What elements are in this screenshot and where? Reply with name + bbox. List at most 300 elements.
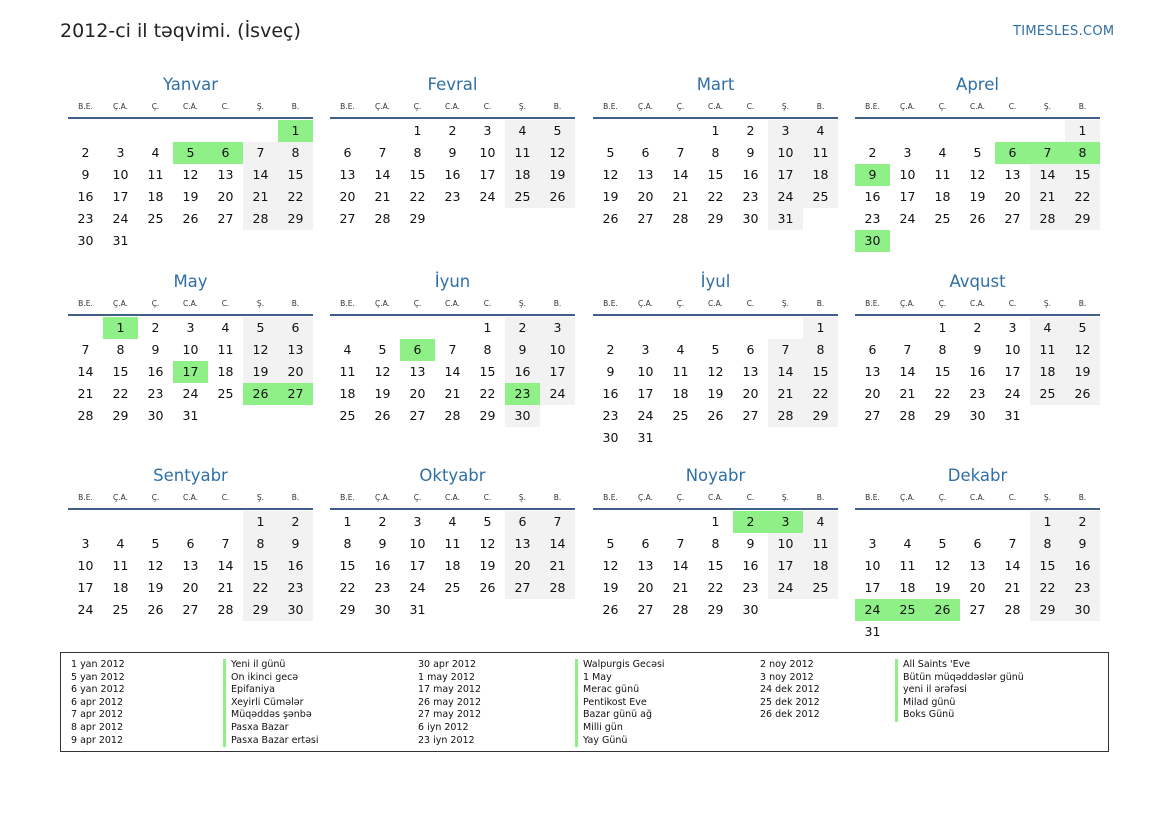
day-cell: 26	[1065, 383, 1100, 405]
holiday-name: Yeni il günü	[223, 659, 319, 672]
header-divider	[593, 117, 838, 119]
day-cell: 17	[77, 580, 94, 595]
weekday-header	[330, 101, 575, 113]
weekday-label: Ç.A.	[899, 299, 915, 308]
day-cell: 7	[540, 511, 575, 533]
day-cell: 29	[934, 408, 951, 423]
day-cell: 11	[672, 364, 689, 379]
holiday-day-cell: 30	[855, 230, 890, 252]
empty-day-cell	[1030, 120, 1065, 142]
day-cell: 17	[637, 386, 654, 401]
day-cell: 3	[413, 514, 422, 529]
weekday-label: Ç.A.	[637, 299, 653, 308]
weekday-label: B.E.	[603, 493, 618, 502]
weekday-label: Ç.	[676, 299, 685, 308]
day-cell: 16	[77, 189, 94, 204]
day-cell: 22	[1030, 577, 1065, 599]
day-cell: 11	[803, 533, 838, 555]
day-cell: 7	[81, 342, 90, 357]
day-cell: 30	[278, 599, 313, 621]
month-name: Oktyabr	[419, 466, 486, 485]
weekday-label: C.	[746, 493, 755, 502]
day-cell: 3	[1008, 320, 1017, 335]
month-name: Noyabr	[685, 466, 746, 485]
day-cell: 5	[606, 145, 615, 160]
day-cell: 12	[1065, 339, 1100, 361]
day-cell: 22	[803, 383, 838, 405]
weekday-label: Ş.	[518, 299, 527, 308]
day-cell: 28	[672, 602, 689, 617]
day-cell: 22	[707, 189, 724, 204]
header-divider	[68, 314, 313, 316]
day-cell: 30	[147, 408, 164, 423]
empty-day-cell	[173, 120, 208, 142]
day-cell: 8	[116, 342, 125, 357]
month-calendar	[68, 466, 313, 621]
day-cell: 21	[77, 386, 94, 401]
day-cell: 24	[899, 211, 916, 226]
empty-day-cell	[925, 511, 960, 533]
empty-day-cell	[330, 120, 365, 142]
weekday-header	[593, 101, 838, 113]
day-cell: 30	[77, 233, 94, 248]
holiday-day-cell: 24	[855, 599, 890, 621]
day-cell: 21	[672, 189, 689, 204]
month-name: Yanvar	[162, 75, 219, 94]
holiday-name: Yay Günü	[575, 735, 665, 748]
day-cell: 24	[479, 189, 496, 204]
day-cell: 22	[1065, 186, 1100, 208]
weekday-label: C.A.	[969, 102, 985, 111]
day-cell: 12	[479, 536, 496, 551]
weekday-label: C.A.	[707, 299, 723, 308]
day-cell: 29	[278, 208, 313, 230]
holiday-name: Merac günü	[575, 684, 665, 697]
month-name: May	[173, 272, 208, 291]
empty-day-cell	[890, 120, 925, 142]
day-cell: 10	[768, 533, 803, 555]
day-cell: 4	[1030, 317, 1065, 339]
day-cell: 9	[278, 533, 313, 555]
day-cell: 26	[969, 211, 986, 226]
day-cell: 15	[1030, 555, 1065, 577]
day-cell: 6	[278, 317, 313, 339]
day-cell: 23	[742, 189, 759, 204]
day-cell: 22	[707, 580, 724, 595]
holiday-name: On ikinci gecə	[223, 672, 319, 685]
day-cell: 30	[1065, 599, 1100, 621]
empty-day-cell	[103, 511, 138, 533]
weekday-label: Ş.	[256, 493, 265, 502]
day-cell: 13	[278, 339, 313, 361]
weekday-label: C.A.	[444, 493, 460, 502]
day-cell: 29	[707, 211, 724, 226]
day-cell: 24	[1004, 386, 1021, 401]
day-cell: 28	[217, 602, 234, 617]
weekday-label: C.	[483, 102, 492, 111]
header-divider	[593, 314, 838, 316]
day-cell: 12	[602, 167, 619, 182]
month-calendar	[593, 272, 838, 449]
day-cell: 31	[112, 233, 129, 248]
weekday-label: B.E.	[78, 493, 93, 502]
day-cell: 1	[243, 511, 278, 533]
weekday-label: Ç.	[676, 493, 685, 502]
day-cell: 30	[602, 430, 619, 445]
month-name: Sentyabr	[153, 466, 228, 485]
weekday-header	[330, 492, 575, 504]
day-grid	[68, 511, 313, 621]
day-cell: 28	[77, 408, 94, 423]
day-cell: 27	[637, 211, 654, 226]
weekday-label: Ç.A.	[374, 493, 390, 502]
holiday-day-cell: 2	[733, 511, 768, 533]
day-cell: 6	[973, 536, 982, 551]
empty-day-cell	[593, 317, 628, 339]
day-cell: 31	[409, 602, 426, 617]
day-cell: 13	[742, 364, 759, 379]
day-cell: 2	[448, 123, 457, 138]
weekday-label: B.	[1078, 493, 1087, 502]
empty-day-cell	[925, 120, 960, 142]
day-cell: 30	[742, 211, 759, 226]
day-cell: 29	[803, 405, 838, 427]
weekday-label: Ç.A.	[374, 299, 390, 308]
day-cell: 15	[803, 361, 838, 383]
weekday-label: C.A.	[182, 102, 198, 111]
holiday-date: 9 apr 2012	[71, 734, 124, 746]
weekday-label: Ş.	[781, 493, 790, 502]
weekday-header	[68, 492, 313, 504]
weekday-label: B.	[816, 299, 825, 308]
weekday-label: Ç.	[938, 299, 947, 308]
day-cell: 18	[147, 189, 164, 204]
day-cell: 1	[483, 320, 492, 335]
day-cell: 1	[343, 514, 352, 529]
holiday-date: 27 may 2012	[418, 709, 482, 721]
holiday-day-cell: 27	[278, 383, 313, 405]
day-cell: 8	[343, 536, 352, 551]
weekday-label: B.E.	[603, 102, 618, 111]
weekday-label: Ç.A.	[899, 102, 915, 111]
weekday-label: Ş.	[518, 493, 527, 502]
day-cell: 9	[448, 145, 457, 160]
day-grid	[68, 317, 313, 427]
holiday-date: 2 noy 2012	[760, 659, 814, 670]
day-cell: 20	[637, 580, 654, 595]
day-cell: 5	[483, 514, 492, 529]
day-cell: 18	[217, 364, 234, 379]
day-cell: 4	[676, 342, 685, 357]
weekday-label: B.	[553, 299, 562, 308]
day-cell: 7	[903, 342, 912, 357]
day-cell: 19	[479, 558, 496, 573]
day-cell: 16	[278, 555, 313, 577]
weekday-label: Ç.A.	[637, 493, 653, 502]
weekday-label: Ş.	[1043, 102, 1052, 111]
day-cell: 21	[444, 386, 461, 401]
day-cell: 29	[112, 408, 129, 423]
day-cell: 18	[934, 189, 951, 204]
day-cell: 20	[182, 580, 199, 595]
day-cell: 19	[1065, 361, 1100, 383]
day-cell: 8	[938, 342, 947, 357]
day-cell: 3	[186, 320, 195, 335]
day-cell: 19	[969, 189, 986, 204]
day-cell: 14	[374, 167, 391, 182]
weekday-label: B.E.	[78, 102, 93, 111]
day-cell: 4	[505, 120, 540, 142]
month-calendar	[330, 272, 575, 427]
day-cell: 26	[147, 602, 164, 617]
holiday-day-cell: 1	[103, 317, 138, 339]
holiday-name: Pasxa Bazar	[223, 722, 319, 735]
day-cell: 5	[151, 536, 160, 551]
weekday-label: B.E.	[340, 299, 355, 308]
day-cell: 12	[969, 167, 986, 182]
weekday-label: B.	[553, 102, 562, 111]
day-cell: 12	[707, 364, 724, 379]
day-cell: 10	[182, 342, 199, 357]
day-cell: 14	[217, 558, 234, 573]
day-cell: 24	[409, 580, 426, 595]
holiday-day-cell: 9	[855, 164, 890, 186]
day-cell: 14	[899, 364, 916, 379]
day-cell: 8	[711, 536, 720, 551]
day-cell: 8	[483, 342, 492, 357]
day-cell: 9	[1065, 533, 1100, 555]
weekday-label: B.E.	[78, 299, 93, 308]
day-grid	[855, 317, 1100, 427]
day-cell: 11	[803, 142, 838, 164]
holiday-date: 7 apr 2012	[71, 709, 124, 721]
holiday-day-cell: 7	[1030, 142, 1065, 164]
holiday-date: 6 apr 2012	[71, 696, 124, 708]
day-cell: 7	[676, 536, 685, 551]
day-cell: 27	[339, 211, 356, 226]
page-title: 2012-ci il təqvimi. (İsveç)	[60, 20, 301, 42]
day-cell: 23	[278, 577, 313, 599]
day-cell: 19	[934, 580, 951, 595]
empty-day-cell	[400, 317, 435, 339]
legend-dates-col1	[71, 659, 125, 747]
weekday-header	[855, 492, 1100, 504]
weekday-header	[855, 101, 1100, 113]
day-cell: 7	[676, 145, 685, 160]
weekday-label: C.A.	[969, 299, 985, 308]
holiday-legend	[60, 652, 1109, 752]
day-cell: 6	[868, 342, 877, 357]
day-cell: 25	[112, 602, 129, 617]
day-cell: 14	[768, 361, 803, 383]
weekday-label: Ç.	[938, 493, 947, 502]
day-grid	[330, 120, 575, 230]
empty-day-cell	[995, 120, 1030, 142]
day-cell: 10	[409, 536, 426, 551]
day-cell: 17	[899, 189, 916, 204]
holiday-day-cell: 8	[1065, 142, 1100, 164]
day-grid	[593, 317, 838, 449]
weekday-label: Ş.	[1043, 299, 1052, 308]
site-link[interactable]: TIMESLES.COM	[1013, 24, 1115, 39]
day-cell: 6	[505, 511, 540, 533]
day-cell: 20	[864, 386, 881, 401]
day-cell: 14	[672, 558, 689, 573]
weekday-label: Ç.	[151, 493, 160, 502]
day-cell: 13	[1004, 167, 1021, 182]
day-cell: 25	[339, 408, 356, 423]
weekday-label: Ç.A.	[112, 493, 128, 502]
day-cell: 14	[77, 364, 94, 379]
empty-day-cell	[663, 317, 698, 339]
holiday-name: Boks Günü	[895, 709, 1024, 722]
day-cell: 12	[934, 558, 951, 573]
day-grid	[855, 120, 1100, 252]
day-cell: 9	[746, 145, 755, 160]
holiday-date: 6 yan 2012	[71, 684, 125, 696]
empty-day-cell	[365, 317, 400, 339]
day-cell: 19	[374, 386, 391, 401]
day-cell: 16	[147, 364, 164, 379]
empty-day-cell	[890, 317, 925, 339]
header-divider	[855, 117, 1100, 119]
day-cell: 24	[637, 408, 654, 423]
holiday-name: 1 May	[575, 672, 665, 685]
day-cell: 25	[444, 580, 461, 595]
day-cell: 22	[409, 189, 426, 204]
day-cell: 25	[803, 577, 838, 599]
day-cell: 29	[1030, 599, 1065, 621]
empty-day-cell	[995, 511, 1030, 533]
day-cell: 15	[243, 555, 278, 577]
day-cell: 4	[903, 536, 912, 551]
day-cell: 27	[969, 602, 986, 617]
day-cell: 10	[77, 558, 94, 573]
day-cell: 15	[409, 167, 426, 182]
day-cell: 3	[116, 145, 125, 160]
day-cell: 12	[374, 364, 391, 379]
day-cell: 20	[969, 580, 986, 595]
day-cell: 6	[343, 145, 352, 160]
day-cell: 22	[112, 386, 129, 401]
day-cell: 21	[1030, 186, 1065, 208]
weekday-label: B.	[291, 299, 300, 308]
day-cell: 21	[217, 580, 234, 595]
holiday-name: Milad günü	[895, 697, 1024, 710]
day-cell: 1	[711, 123, 720, 138]
day-cell: 8	[413, 145, 422, 160]
day-cell: 5	[243, 317, 278, 339]
holiday-date: 3 noy 2012	[760, 671, 814, 683]
month-name: İyun	[434, 272, 471, 291]
day-cell: 20	[339, 189, 356, 204]
day-cell: 19	[602, 580, 619, 595]
day-cell: 27	[505, 577, 540, 599]
day-cell: 7	[448, 342, 457, 357]
day-cell: 2	[151, 320, 160, 335]
day-cell: 1	[1030, 511, 1065, 533]
holiday-name: Müqəddəs şənbə	[223, 709, 319, 722]
holiday-date: 5 yan 2012	[71, 671, 125, 683]
weekday-label: C.	[1008, 299, 1017, 308]
day-cell: 3	[81, 536, 90, 551]
month-name: Fevral	[427, 75, 478, 94]
month-calendar	[68, 75, 313, 252]
day-cell: 20	[409, 386, 426, 401]
month-calendar	[68, 272, 313, 427]
weekday-label: Ç.A.	[637, 102, 653, 111]
weekday-label: C.A.	[969, 493, 985, 502]
day-cell: 22	[278, 186, 313, 208]
day-cell: 5	[606, 536, 615, 551]
month-calendar	[330, 466, 575, 621]
holiday-day-cell: 3	[768, 511, 803, 533]
weekday-header	[330, 298, 575, 310]
day-cell: 21	[540, 555, 575, 577]
day-cell: 18	[505, 164, 540, 186]
day-cell: 25	[217, 386, 234, 401]
weekday-label: Ç.	[676, 102, 685, 111]
holiday-name: Bazar günü ağ	[575, 709, 665, 722]
day-cell: 23	[444, 189, 461, 204]
day-cell: 24	[768, 186, 803, 208]
day-cell: 19	[182, 189, 199, 204]
day-cell: 16	[864, 189, 881, 204]
weekday-label: Ç.	[413, 102, 422, 111]
holiday-day-cell: 6	[400, 339, 435, 361]
day-cell: 18	[803, 164, 838, 186]
holiday-day-cell: 25	[890, 599, 925, 621]
weekday-label: B.E.	[340, 102, 355, 111]
day-cell: 19	[602, 189, 619, 204]
day-cell: 23	[969, 386, 986, 401]
day-cell: 29	[339, 602, 356, 617]
weekday-label: B.E.	[865, 299, 880, 308]
day-cell: 24	[768, 577, 803, 599]
day-cell: 13	[637, 167, 654, 182]
day-cell: 18	[899, 580, 916, 595]
day-cell: 3	[768, 120, 803, 142]
day-cell: 31	[637, 430, 654, 445]
day-cell: 20	[278, 361, 313, 383]
empty-day-cell	[138, 120, 173, 142]
day-cell: 2	[278, 511, 313, 533]
day-cell: 3	[483, 123, 492, 138]
day-cell: 17	[112, 189, 129, 204]
day-cell: 10	[1004, 342, 1021, 357]
day-cell: 15	[934, 364, 951, 379]
legend-dates-col2	[418, 659, 481, 747]
day-cell: 12	[540, 142, 575, 164]
day-cell: 13	[864, 364, 881, 379]
day-cell: 11	[217, 342, 234, 357]
day-cell: 21	[672, 580, 689, 595]
weekday-label: C.A.	[444, 102, 460, 111]
day-cell: 25	[672, 408, 689, 423]
day-grid	[330, 317, 575, 427]
month-name: Aprel	[956, 75, 999, 94]
holiday-name: yeni il ərəfəsi	[895, 684, 1024, 697]
day-cell: 27	[409, 408, 426, 423]
day-cell: 18	[803, 555, 838, 577]
day-cell: 16	[602, 386, 619, 401]
empty-day-cell	[208, 511, 243, 533]
weekday-label: Ş.	[518, 102, 527, 111]
day-cell: 2	[973, 320, 982, 335]
holiday-date: 23 iyn 2012	[418, 734, 475, 746]
empty-day-cell	[628, 511, 663, 533]
holiday-name: Epifaniya	[223, 684, 319, 697]
